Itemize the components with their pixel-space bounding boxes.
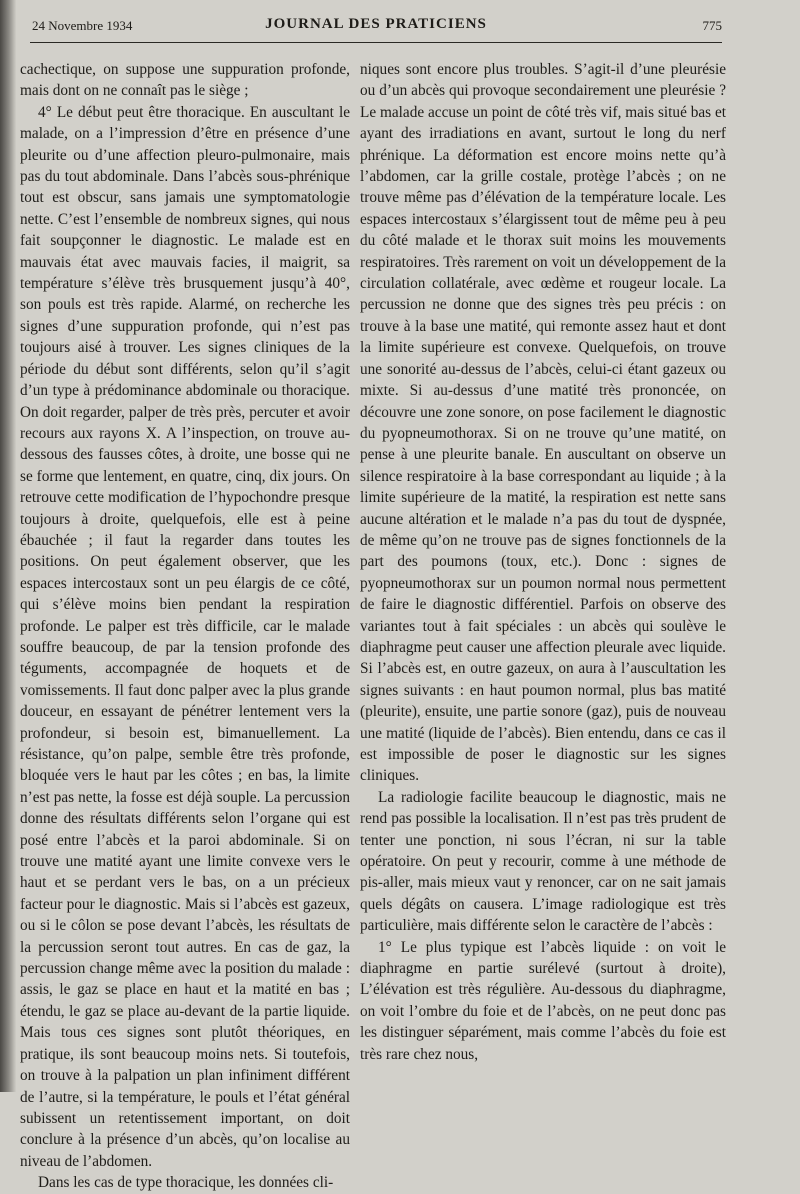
book-spine-shadow xyxy=(0,0,16,1092)
running-header xyxy=(30,16,722,43)
paragraph: 1° Le plus typique est l’abcès liquide : on voit le diaphragme en partie surélevé (surtout à droite), L’élévation est très régulière. Au-dessous du diaphragme, on voit l’ombre du foie et de l’abcès, on ne peut donc pas les distinguer séparément, mais comme l’abcès du foie est très rare chez nous, xyxy=(360,938,726,1063)
paragraph: niques sont encore plus troubles. S’agit-il d’une pleurésie ou d’un abcès qui provoque secondairement une pleurésie ? Le malade accuse un point de côté très vif, mais situé bas et ayant des irradiations en avant, surtout le long du nerf phrénique. La déformation est encore moins nette qu’à l’abdomen, car la grille costale, protège l’abcès ; on ne trouve même pas d’élévation de la température locale. Les espaces intercostaux s’élargissent tout de même peu à peu du côté malade et le thorax suit moins les mouvements respiratoires. Très rarement on voit un développement de la circulation collatérale, avec œdème et rougeur locale. La percussion ne donne que des signes très peu précis : on trouve à la base une matité, qui remonte assez haut et dont la limite supérieure est convexe. Quelquefois, on trouve une sonorité au-dessus de l’abcès, celui-ci étant gazeux ou mixte. Si au-dessus d’une matité très prononcée, on découvre une zone sonore, on pose facilement le diagnostic du pyopneumothorax. Si on ne trouve qu’une matité, on pense à une pleurite banale. En auscultant on observe un silence respiratoire à la base correspondant au liquide ; à la limite supérieure de la matité, la respiration est nette sans aucune altération et le malade n’a pas du tout de dyspnée, de même qu’on ne trouve pas de signes fonctionnels de la part des poumons (toux, etc.). Donc : signes de pyopneumothorax sur un poumon normal nous permettent de faire le diagnostic différentiel. Parfois on observe des variantes tout à fait spéciales : un abcès qui soulève le diaphragme peut causer une affection pleurale avec liquide. Si l’abcès est, en outre gazeux, on aura à l’auscultation les signes suivants : en haut poumon normal, plus bas matité (pleurite), ensuite, une partie sonore (gaz), puis de nouveau une matité (liquide de l’abcès). Bien entendu, dans ce cas il est impossible de poser le diagnostic sur les signes cliniques. xyxy=(360,61,726,785)
header-journal-title: JOURNAL DES PRATICIENS xyxy=(265,16,487,32)
paragraph: 4° Le début peut être thoracique. En auscultant le malade, on a l’impression d’être en présence d’une pleurite ou d’une affection pleuro-pulmonaire, mais pas du tout abdominale. Dans l’abcès sous-phrénique tout est obscur, sans jamais une symptomatologie nette. C’est l’ensemble de nombreux signes, qui nous fait soupçonner le diagnostic. Le malade est en mauvais état avec mauvais facies, il maigrit, sa température s’élève très brusquement jusqu’à 40°, son pouls est très rapide. Alarmé, on recherche les signes d’une suppuration profonde, qui n’est pas toujours aisé à trouver. Les signes cliniques de la période du début sont différents, selon qu’il s’agit d’un type à prédominance abdominale ou thoracique. On doit regarder, palper de très près, percuter et avoir recours aux rayons X. A l’inspection, on trouve au-dessous des fausses côtes, à droite, une bosse qui ne se forme que lentement, en quatre, cinq, dix jours. On retrouve cette modification de l’hypochondre presque toujours à droite, quelquefois, elle est à peine ébauchée ; il faut la regarder dans toutes les positions. On peut également observer, que les espaces intercostaux sont un peu élargis de ce côté, qui s’élève moins bien pendant la respiration profonde. Le palper est très difficile, car le malade souffre beaucoup, de par la tension profonde des téguments, accompagnée de hoquets et de vomissements. Il faut donc palper avec la plus grande douceur, en essayant de pénétrer lentement vers la profondeur, si besoin est, bimanuellement. La résistance, qu’on palpe, semble être très profonde, bloquée vers le haut par les côtes ; en bas, la limite n’est pas nette, la fosse est déjà souple. La percussion donne des résultats différents selon l’organe qui est posé entre l’abcès et la paroi abdominale. Si on trouve une matité ayant une limite convexe vers le haut et se perdant vers le bas, on a un précieux facteur pour le diagnostic. Mais si l’abcès est gazeux, ou si le côlon se pose devant l’abcès, les résultats de la percussion seront tout autres. En cas de gaz, la percussion change même avec la position du malade : assis, le gaz se place en haut et la matité en bas ; étendu, le gaz se place au-devant de la partie liquide. Mais tous ces signes sont plutôt théoriques, en pratique, ils sont beaucoup moins nets. Si toutefois, on trouve à la palpation un plan infiniment différent de l’autre, si la température, le pouls et l’état général subissent un retentissement important, on doit conclure à la présence d’un abcès, qu’on localise au niveau de l’abdomen. xyxy=(20,103,350,1170)
header-page-number: 775 xyxy=(702,18,722,33)
journal-page xyxy=(20,10,792,1192)
header-date: 24 Novembre 1934 xyxy=(32,18,133,33)
right-column xyxy=(360,59,726,1065)
paragraph: cachectique, on suppose une suppuration profonde, mais dont on ne connaît pas le siège ; xyxy=(20,61,350,100)
left-column xyxy=(20,59,350,1194)
paragraph: La radiologie facilite beaucoup le diagnostic, mais ne rend pas possible la localisation. Il n’est pas très prudent de tenter une ponction, ni sous l’écran, ni sur la table opératoire. On peut y recourir, comme à une méthode de pis-aller, mais mieux vaut y renoncer, car on ne sait jamais quels dégâts on causera. L’image radiologique est très particulière, mais différente selon le caractère de l’abcès : xyxy=(360,788,726,935)
paragraph: Dans les cas de type thoracique, les données cli- xyxy=(38,1174,334,1192)
